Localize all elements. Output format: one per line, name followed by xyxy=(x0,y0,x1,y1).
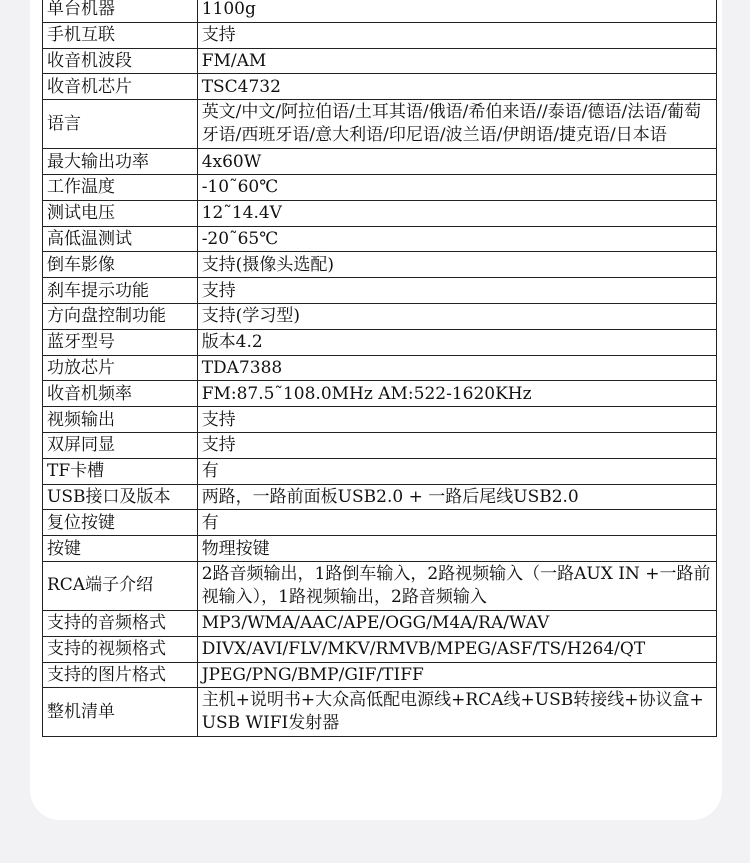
spec-value: 版本4.2 xyxy=(197,329,716,355)
spec-label: 按键 xyxy=(43,536,198,562)
spec-label: 刹车提示功能 xyxy=(43,278,198,304)
spec-label: 最大输出功率 xyxy=(43,149,198,175)
spec-row xyxy=(43,510,717,536)
spec-value: 有 xyxy=(197,458,716,484)
spec-row xyxy=(43,561,717,610)
spec-label: 支持的图片格式 xyxy=(43,662,198,688)
spec-label: 方向盘控制功能 xyxy=(43,303,198,329)
spec-row xyxy=(43,484,717,510)
spec-value: -10˜60℃ xyxy=(197,174,716,200)
spec-label: 收音机芯片 xyxy=(43,74,198,100)
spec-label: 收音机频率 xyxy=(43,381,198,407)
spec-row xyxy=(43,303,717,329)
spec-label: TF卡槽 xyxy=(43,458,198,484)
spec-row xyxy=(43,0,717,22)
spec-label: 支持的音频格式 xyxy=(43,610,198,636)
spec-value: TDA7388 xyxy=(197,355,716,381)
spec-row xyxy=(43,610,717,636)
spec-label: 倒车影像 xyxy=(43,252,198,278)
spec-value: 12˜14.4V xyxy=(197,200,716,226)
spec-value: 支持 xyxy=(197,407,716,433)
spec-value: 1100g xyxy=(197,0,716,22)
spec-value: 主机+说明书+大众高低配电源线+RCA线+USB转接线+协议盒+USB WIFI发射器 xyxy=(197,688,716,737)
spec-row xyxy=(43,22,717,48)
spec-value: 支持 xyxy=(197,432,716,458)
spec-value: TSC4732 xyxy=(197,74,716,100)
spec-value: 支持(摄像头选配) xyxy=(197,252,716,278)
spec-value: FM/AM xyxy=(197,48,716,74)
spec-value: 支持 xyxy=(197,278,716,304)
spec-label: RCA端子介绍 xyxy=(43,561,198,610)
spec-row xyxy=(43,432,717,458)
spec-row xyxy=(43,458,717,484)
spec-value: JPEG/PNG/BMP/GIF/TIFF xyxy=(197,662,716,688)
spec-value: 英文/中文/阿拉伯语/土耳其语/俄语/希伯来语//泰语/德语/法语/葡萄牙语/西班牙语/意大利语/印尼语/波兰语/伊朗语/捷克语/日本语 xyxy=(197,100,716,149)
spec-table xyxy=(42,0,717,737)
spec-row xyxy=(43,74,717,100)
spec-label: 蓝牙型号 xyxy=(43,329,198,355)
spec-row xyxy=(43,688,717,737)
spec-row xyxy=(43,662,717,688)
spec-label: 高低温测试 xyxy=(43,226,198,252)
spec-row xyxy=(43,226,717,252)
spec-label: USB接口及版本 xyxy=(43,484,198,510)
spec-row xyxy=(43,149,717,175)
spec-row xyxy=(43,536,717,562)
spec-label: 视频输出 xyxy=(43,407,198,433)
spec-row xyxy=(43,636,717,662)
spec-value: 有 xyxy=(197,510,716,536)
spec-value: MP3/WMA/AAC/APE/OGG/M4A/RA/WAV xyxy=(197,610,716,636)
spec-row xyxy=(43,407,717,433)
spec-value: 支持(学习型) xyxy=(197,303,716,329)
spec-label: 单台机器 xyxy=(43,0,198,22)
spec-row xyxy=(43,381,717,407)
spec-label: 复位按键 xyxy=(43,510,198,536)
spec-value: -20˜65℃ xyxy=(197,226,716,252)
spec-row xyxy=(43,355,717,381)
spec-row xyxy=(43,278,717,304)
spec-label: 测试电压 xyxy=(43,200,198,226)
spec-value: 两路，一路前面板USB2.0 + 一路后尾线USB2.0 xyxy=(197,484,716,510)
spec-row xyxy=(43,100,717,149)
spec-row xyxy=(43,252,717,278)
spec-label: 工作温度 xyxy=(43,174,198,200)
spec-label: 功放芯片 xyxy=(43,355,198,381)
spec-label: 手机互联 xyxy=(43,22,198,48)
spec-row xyxy=(43,48,717,74)
spec-label: 整机清单 xyxy=(43,688,198,737)
spec-label: 收音机波段 xyxy=(43,48,198,74)
spec-value: 4x60W xyxy=(197,149,716,175)
spec-row xyxy=(43,329,717,355)
spec-value: 物理按键 xyxy=(197,536,716,562)
spec-row xyxy=(43,174,717,200)
spec-label: 双屏同显 xyxy=(43,432,198,458)
spec-value: FM:87.5˜108.0MHz AM:522-1620KHz xyxy=(197,381,716,407)
spec-label: 语言 xyxy=(43,100,198,149)
spec-value: DIVX/AVI/FLV/MKV/RMVB/MPEG/ASF/TS/H264/QT xyxy=(197,636,716,662)
spec-label: 支持的视频格式 xyxy=(43,636,198,662)
spec-value: 支持 xyxy=(197,22,716,48)
spec-value: 2路音频输出，1路倒车输入，2路视频输入（一路AUX IN +一路前视输入），1路视频输出，2路音频输入 xyxy=(197,561,716,610)
spec-row xyxy=(43,200,717,226)
